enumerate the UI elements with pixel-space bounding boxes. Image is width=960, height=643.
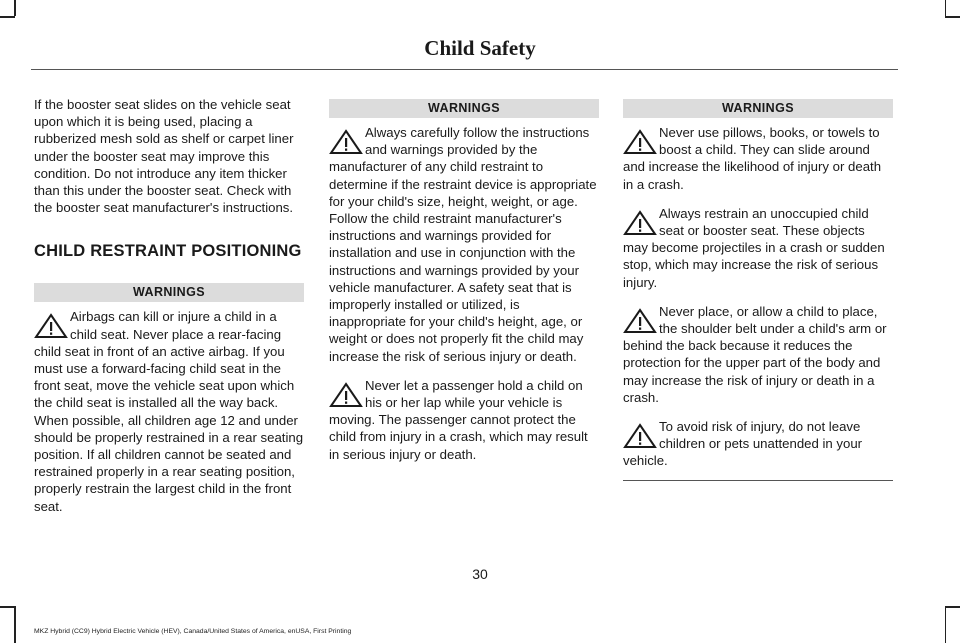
page-number: 30 xyxy=(472,566,488,582)
warning-item xyxy=(34,308,304,514)
warning-triangle-icon xyxy=(623,308,657,336)
crop-mark xyxy=(0,606,15,608)
warnings-header: WARNINGS xyxy=(34,283,304,302)
warning-text: Airbags can kill or injure a child in a child seat. Never place a rear-facing child seat in front of an active airbag. If you must use a forward-facing child seat in the front seat, move the vehicle seat upon which the child seat is installed all the way back. When possible, all children age 12 and under should be properly restrained in a rear seating position. If all children cannot be seated and restrained properly in a rear seating position, properly restrain the largest child in the front seat. xyxy=(34,309,304,514)
header-rule xyxy=(31,69,898,70)
crop-mark xyxy=(14,606,16,643)
crop-mark xyxy=(945,0,947,16)
column-2 xyxy=(329,99,599,463)
column-1 xyxy=(34,96,304,515)
footer-text: MKZ Hybrid (CC9) Hybrid Electric Vehicle (HEV), Canada/United States of America, enUSA, First Printing xyxy=(34,628,352,635)
column-3 xyxy=(623,99,893,481)
warning-text: Never use pillows, books, or towels to boost a child. They can slide around and increase the likelihood of injury or death in a crash. xyxy=(623,125,882,192)
warning-triangle-icon xyxy=(329,382,363,410)
warning-text: Never place, or allow a child to place, the shoulder belt under a child's arm or behind the back because it reduces the protection for the upper part of the body and may increase the risk of injury or death in a crash. xyxy=(623,303,887,405)
warning-item xyxy=(623,124,893,193)
crop-mark xyxy=(14,0,16,16)
section-end-rule xyxy=(623,480,893,481)
warning-triangle-icon xyxy=(623,423,657,451)
crop-mark xyxy=(945,16,960,18)
warning-item xyxy=(623,418,893,470)
crop-mark xyxy=(945,606,960,608)
warning-item xyxy=(329,124,599,365)
warning-triangle-icon xyxy=(623,129,657,157)
page-title: Child Safety xyxy=(424,36,536,60)
warning-triangle-icon xyxy=(34,313,68,341)
intro-paragraph: If the booster seat slides on the vehicle seat upon which it is being used, placing a rubberized mesh sold as shelf or carpet liner under the booster seat may improve this condition. Do not introduce any item thicker than this under the booster seat. Check with the booster seat manufacturer's instructions. xyxy=(34,97,294,216)
crop-mark xyxy=(945,606,947,643)
warnings-header: WARNINGS xyxy=(329,99,599,118)
warning-triangle-icon xyxy=(623,210,657,238)
warning-text: Always carefully follow the instructions and warnings provided by the manufacturer of any child restraint to determine if the restraint device is appropriate for your child's size, height, weight, or age. Follow the child restraint manufacturer's instructions and warnings provided for installation and use in conjunction with the instructions and warnings provided by your vehicle manufacturer. A safety seat that is improperly installed or utilized, is inappropriate for your child's height, age, or weight or does not properly fit the child may increase the risk of serious injury or death. xyxy=(329,125,597,364)
warning-text: Always restrain an unoccupied child seat or booster seat. These objects may become projectiles in a crash or sudden stop, which may increase the risk of serious injury. xyxy=(623,205,885,290)
warning-item xyxy=(623,205,893,291)
section-heading: CHILD RESTRAINT POSITIONING xyxy=(34,242,302,261)
warning-text: Never let a passenger hold a child on his or her lap while your vehicle is moving. The passenger cannot protect the child from injury in a crash, which may result in serious injury or death. xyxy=(329,377,588,462)
warning-triangle-icon xyxy=(329,129,363,157)
warnings-header: WARNINGS xyxy=(623,99,893,118)
warning-item xyxy=(623,303,893,406)
warning-item xyxy=(329,377,599,463)
crop-mark xyxy=(0,16,15,18)
warning-text: To avoid risk of injury, do not leave children or pets unattended in your vehicle. xyxy=(623,419,863,469)
